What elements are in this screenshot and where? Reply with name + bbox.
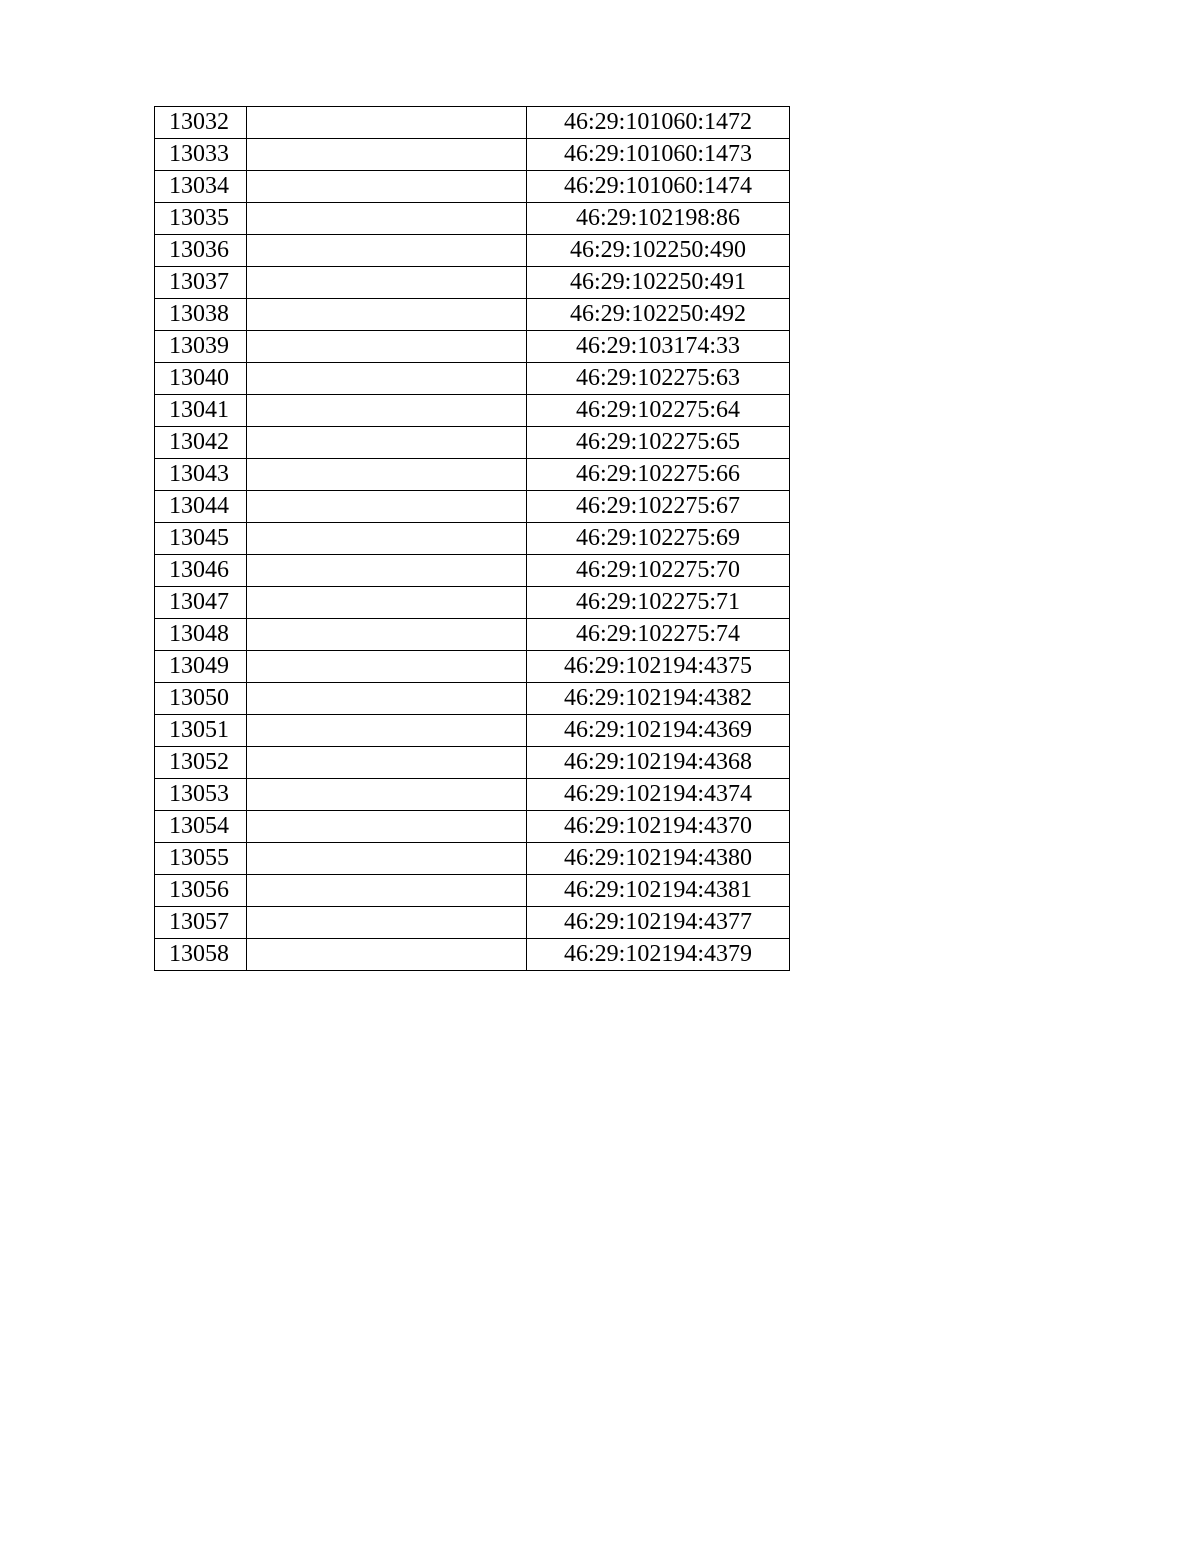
cadastral-number-cell: 46:29:102194:4375	[527, 651, 790, 683]
cadastral-number-cell: 46:29:102275:63	[527, 363, 790, 395]
table-row	[155, 491, 790, 523]
empty-cell	[247, 875, 527, 907]
table-row	[155, 843, 790, 875]
cadastral-number-cell: 46:29:102275:64	[527, 395, 790, 427]
empty-cell	[247, 235, 527, 267]
cadastral-number-cell: 46:29:102250:491	[527, 267, 790, 299]
empty-cell	[247, 651, 527, 683]
table-row	[155, 267, 790, 299]
empty-cell	[247, 299, 527, 331]
table-row	[155, 331, 790, 363]
table-row	[155, 363, 790, 395]
table-row	[155, 939, 790, 971]
row-number-cell: 13045	[155, 523, 247, 555]
table-row	[155, 683, 790, 715]
table-row	[155, 811, 790, 843]
row-number-cell: 13034	[155, 171, 247, 203]
empty-cell	[247, 395, 527, 427]
row-number-cell: 13056	[155, 875, 247, 907]
cadastral-number-cell: 46:29:102250:490	[527, 235, 790, 267]
row-number-cell: 13033	[155, 139, 247, 171]
empty-cell	[247, 715, 527, 747]
table-row	[155, 651, 790, 683]
row-number-cell: 13054	[155, 811, 247, 843]
row-number-cell: 13043	[155, 459, 247, 491]
empty-cell	[247, 555, 527, 587]
table-row	[155, 587, 790, 619]
cadastral-number-cell: 46:29:102194:4374	[527, 779, 790, 811]
empty-cell	[247, 203, 527, 235]
empty-cell	[247, 811, 527, 843]
row-number-cell: 13050	[155, 683, 247, 715]
table-row	[155, 779, 790, 811]
cadastral-number-cell: 46:29:102275:67	[527, 491, 790, 523]
table-row	[155, 523, 790, 555]
cadastral-number-cell: 46:29:102275:66	[527, 459, 790, 491]
cadastral-number-cell: 46:29:102275:70	[527, 555, 790, 587]
cadastral-number-cell: 46:29:102275:71	[527, 587, 790, 619]
row-number-cell: 13038	[155, 299, 247, 331]
table-row	[155, 875, 790, 907]
cadastral-number-cell: 46:29:102275:65	[527, 427, 790, 459]
table-row	[155, 299, 790, 331]
row-number-cell: 13048	[155, 619, 247, 651]
cadastral-number-cell: 46:29:101060:1472	[527, 107, 790, 139]
empty-cell	[247, 619, 527, 651]
cadastral-number-cell: 46:29:101060:1474	[527, 171, 790, 203]
table-row	[155, 427, 790, 459]
cadastral-number-cell: 46:29:102194:4382	[527, 683, 790, 715]
row-number-cell: 13040	[155, 363, 247, 395]
empty-cell	[247, 139, 527, 171]
table-row	[155, 107, 790, 139]
cadastral-number-cell: 46:29:101060:1473	[527, 139, 790, 171]
row-number-cell: 13051	[155, 715, 247, 747]
cadastral-number-cell: 46:29:102198:86	[527, 203, 790, 235]
cadastral-number-cell: 46:29:102275:74	[527, 619, 790, 651]
cadastral-table	[154, 106, 790, 971]
row-number-cell: 13037	[155, 267, 247, 299]
table-row	[155, 747, 790, 779]
empty-cell	[247, 427, 527, 459]
cadastral-number-cell: 46:29:103174:33	[527, 331, 790, 363]
table-row	[155, 395, 790, 427]
row-number-cell: 13035	[155, 203, 247, 235]
cadastral-number-cell: 46:29:102275:69	[527, 523, 790, 555]
table-row	[155, 203, 790, 235]
row-number-cell: 13047	[155, 587, 247, 619]
empty-cell	[247, 459, 527, 491]
table-row	[155, 171, 790, 203]
cadastral-number-cell: 46:29:102250:492	[527, 299, 790, 331]
row-number-cell: 13046	[155, 555, 247, 587]
cadastral-number-cell: 46:29:102194:4379	[527, 939, 790, 971]
empty-cell	[247, 491, 527, 523]
table-row	[155, 139, 790, 171]
row-number-cell: 13042	[155, 427, 247, 459]
row-number-cell: 13053	[155, 779, 247, 811]
row-number-cell: 13041	[155, 395, 247, 427]
table-body	[155, 107, 790, 971]
cadastral-number-cell: 46:29:102194:4381	[527, 875, 790, 907]
empty-cell	[247, 907, 527, 939]
empty-cell	[247, 747, 527, 779]
row-number-cell: 13032	[155, 107, 247, 139]
row-number-cell: 13044	[155, 491, 247, 523]
empty-cell	[247, 779, 527, 811]
row-number-cell: 13058	[155, 939, 247, 971]
empty-cell	[247, 523, 527, 555]
cadastral-number-cell: 46:29:102194:4380	[527, 843, 790, 875]
table-row	[155, 555, 790, 587]
cadastral-number-cell: 46:29:102194:4368	[527, 747, 790, 779]
empty-cell	[247, 587, 527, 619]
table-row	[155, 619, 790, 651]
cadastral-number-cell: 46:29:102194:4377	[527, 907, 790, 939]
cadastral-number-cell: 46:29:102194:4369	[527, 715, 790, 747]
empty-cell	[247, 267, 527, 299]
empty-cell	[247, 331, 527, 363]
row-number-cell: 13057	[155, 907, 247, 939]
row-number-cell: 13052	[155, 747, 247, 779]
cadastral-number-cell: 46:29:102194:4370	[527, 811, 790, 843]
row-number-cell: 13036	[155, 235, 247, 267]
empty-cell	[247, 843, 527, 875]
table-row	[155, 459, 790, 491]
empty-cell	[247, 363, 527, 395]
row-number-cell: 13049	[155, 651, 247, 683]
row-number-cell: 13039	[155, 331, 247, 363]
table-row	[155, 235, 790, 267]
empty-cell	[247, 107, 527, 139]
row-number-cell: 13055	[155, 843, 247, 875]
empty-cell	[247, 939, 527, 971]
table-row	[155, 907, 790, 939]
table-row	[155, 715, 790, 747]
empty-cell	[247, 171, 527, 203]
empty-cell	[247, 683, 527, 715]
